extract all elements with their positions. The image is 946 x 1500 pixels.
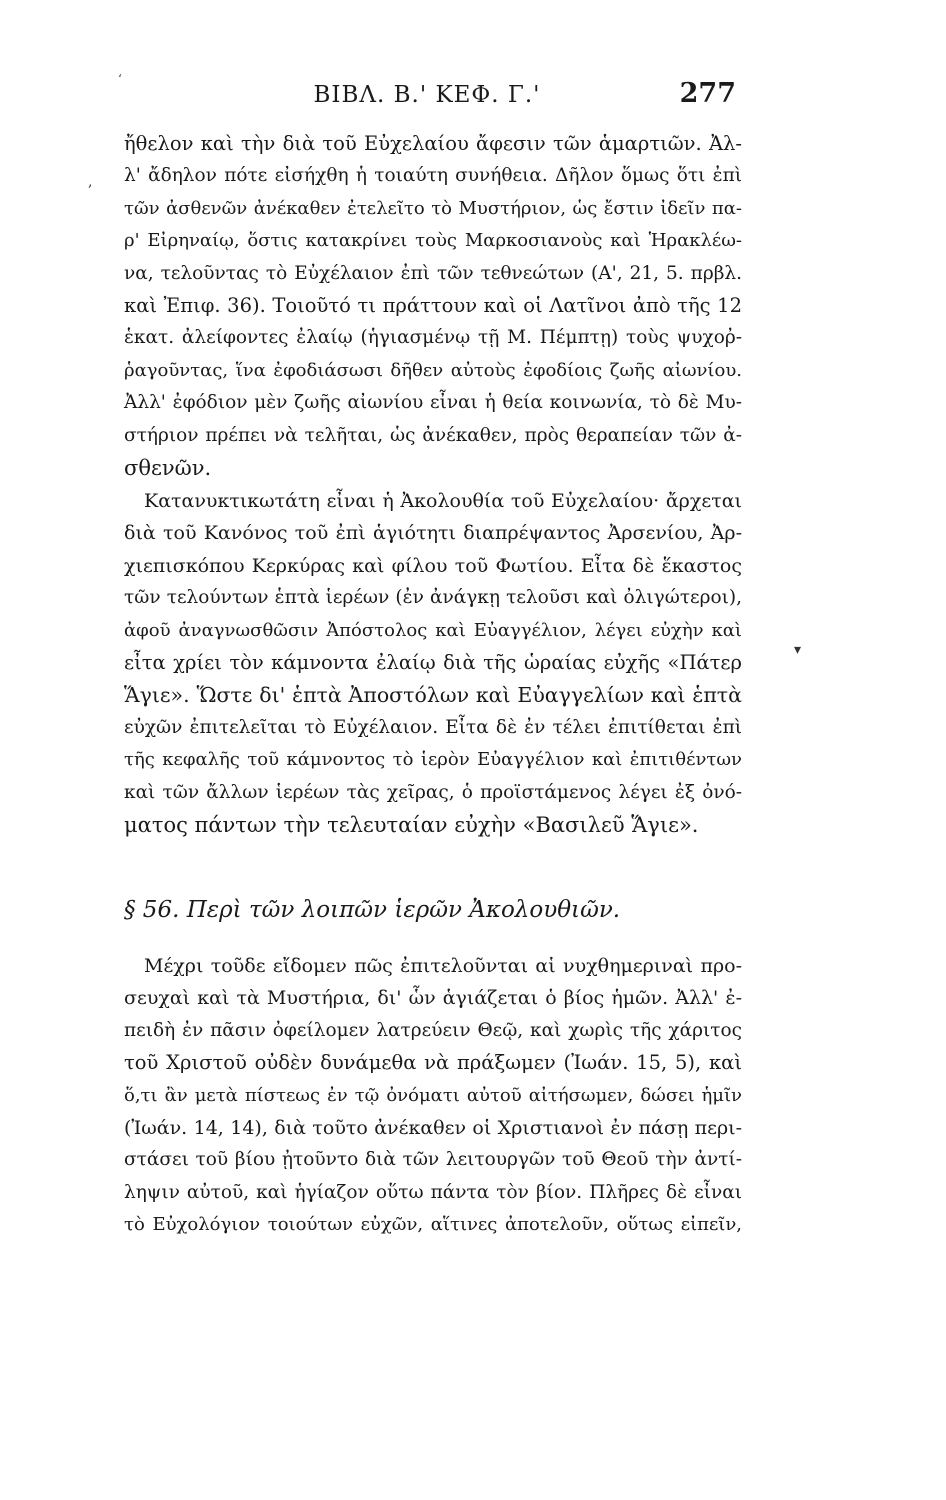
text-line: ὅ,τι ἂν μετὰ πίστεως ἐν τῷ ὀνόματι αὐτοῦ αἰτήσωμεν, δώσει ἡμῖν (124, 1084, 742, 1106)
text-line: ματος πάντων τὴν τελευταίαν εὐχὴν «Βασιλεῦ Ἅγιε». (124, 812, 699, 837)
text-line: στάσει τοῦ βίου ᾐτοῦντο διὰ τῶν λειτουργῶν τοῦ Θεοῦ τὴν ἀντί- (124, 1149, 742, 1171)
text-line: ἑκατ. ἀλείφοντες ἐλαίῳ (ἡγιασμένῳ τῇ Μ. Πέμπτῃ) τοὺς ψυχοῤ- (124, 327, 742, 349)
text-line: τῆς κεφαλῆς τοῦ κάμνοντος τὸ ἱερὸν Εὐαγγέλιον καὶ ἐπιτιθέντων (124, 749, 742, 771)
running-header (112, 78, 742, 118)
running-title: ΒΙΒΛ. Β.' ΚΕΦ. Γ.' (313, 82, 541, 108)
text-line: (Ἰωάν. 14, 14), διὰ τοῦτο ἀνέκαθεν οἱ Χριστιανοὶ ἐν πάσῃ περι- (124, 1116, 742, 1139)
text-line: ληψιν αὐτοῦ, καὶ ἡγίαζον οὕτω πάντα τὸν βίον. Πλῆρες δὲ εἶναι (124, 1181, 742, 1203)
section-heading: § 56. Περὶ τῶν λοιπῶν ἱερῶν Ἀκολουθιῶν. (124, 897, 621, 923)
margin-comma-mark: , (88, 174, 93, 190)
text-line: καὶ Ἐπιφ. 36). Τοιοῦτό τι πράττουν καὶ οἱ Λατῖνοι ἀπὸ τῆς 12 (124, 293, 742, 317)
text-line: Μέχρι τοῦδε εἴδομεν πῶς ἐπιτελοῦνται αἱ νυχθημεριναὶ προ- (144, 955, 742, 977)
margin-dot-mark: ▾ (794, 642, 802, 658)
text-line: Ἅγιε». Ὥστε δι' ἑπτὰ Ἀποστόλων καὶ Εὐαγγελίων καὶ ἑπτὰ (124, 683, 742, 708)
text-line: διὰ τοῦ Κανόνος τοῦ ἐπὶ ἁγιότητι διαπρέψαντος Ἀρσενίου, Ἀρ- (124, 522, 742, 545)
text-line: πειδὴ ἐν πᾶσιν ὀφείλομεν λατρεύειν Θεῷ, καὶ χωρὶς τῆς χάριτος (124, 1019, 742, 1041)
text-line: καὶ τῶν ἄλλων ἱερέων τὰς χεῖρας, ὁ προϊστάμενος λέγει ἐξ ὀνό- (124, 781, 742, 803)
text-line: τὸ Εὐχολόγιον τοιούτων εὐχῶν, αἵτινες ἀποτελοῦν, οὕτως εἰπεῖν, (124, 1214, 742, 1236)
text-line: Κατανυκτικωτάτη εἶναι ἡ Ἀκολουθία τοῦ Εὐχελαίου· ἄρχεται (144, 490, 742, 512)
text-line: σευχαὶ καὶ τὰ Μυστήρια, δι' ὧν ἁγιάζεται ὁ βίος ἡμῶν. Ἀλλ' ἐ- (124, 987, 742, 1010)
paragraph-3 (124, 950, 742, 1242)
page-number: 277 (679, 78, 736, 109)
text-line: ῥαγοῦντας, ἵνα ἐφοδιάσωσι δῆθεν αὐτοὺς ἐφοδίοις ζωῆς αἰωνίου. (124, 359, 742, 381)
text-line: χιεπισκόπου Κερκύρας καὶ φίλου τοῦ Φωτίου. Εἶτα δὲ ἕκαστος (124, 554, 742, 577)
text-line: εὐχῶν ἐπιτελεῖται τὸ Εὐχέλαιον. Εἶτα δὲ ἐν τέλει ἐπιτίθεται ἐπὶ (124, 716, 742, 738)
text-line: στήριον πρέπει νὰ τελῆται, ὡς ἀνέκαθεν, πρὸς θεραπείαν τῶν ἀ- (124, 424, 742, 446)
text-line: τοῦ Χριστοῦ οὐδὲν δυνάμεθα νὰ πράξωμεν (Ἰωάν. 15, 5), καὶ (124, 1051, 742, 1075)
text-line: ρ' Εἰρηναίῳ, ὅστις κατακρίνει τοὺς Μαρκοσιανοὺς καὶ Ἡρακλέω- (124, 230, 742, 252)
text-line: να, τελοῦντας τὸ Εὐχέλαιον ἐπὶ τῶν τεθνεώτων (Α', 21, 5. πρβλ. (124, 262, 742, 284)
text-line: λ' ἄδηλον πότε εἰσήχθη ἡ τοιαύτη συνήθεια. Δῆλον ὅμως ὅτι ἐπὶ (124, 165, 742, 187)
text-line: σθενῶν. (124, 455, 212, 480)
text-line: τῶν τελούντων ἑπτὰ ἱερέων (ἐν ἀνάγκῃ τελοῦσι καὶ ὀλιγώτεροι), (124, 587, 742, 609)
ink-speck-mark: ʻ (118, 72, 122, 86)
text-line: Ἀλλ' ἐφόδιον μὲν ζωῆς αἰωνίου εἶναι ἡ θεία κοινωνία, τὸ δὲ Μυ- (124, 392, 742, 414)
text-line: εἶτα χρίει τὸν κάμνοντα ἐλαίῳ διὰ τῆς ὡραίας εὐχῆς «Πάτερ (124, 650, 742, 674)
paragraph-2 (124, 485, 742, 841)
text-line: ἀφοῦ ἀναγνωσθῶσιν Ἀπόστολος καὶ Εὐαγγέλιον, λέγει εὐχὴν καὶ (124, 619, 742, 641)
text-line: ἤθελον καὶ τὴν διὰ τοῦ Εὐχελαίου ἄφεσιν τῶν ἁμαρτιῶν. Ἀλ- (124, 132, 742, 155)
text-line: τῶν ἀσθενῶν ἀνέκαθεν ἐτελεῖτο τὸ Μυστήριον, ὡς ἔστιν ἰδεῖν πα- (124, 197, 742, 219)
paragraph-1 (124, 128, 742, 484)
